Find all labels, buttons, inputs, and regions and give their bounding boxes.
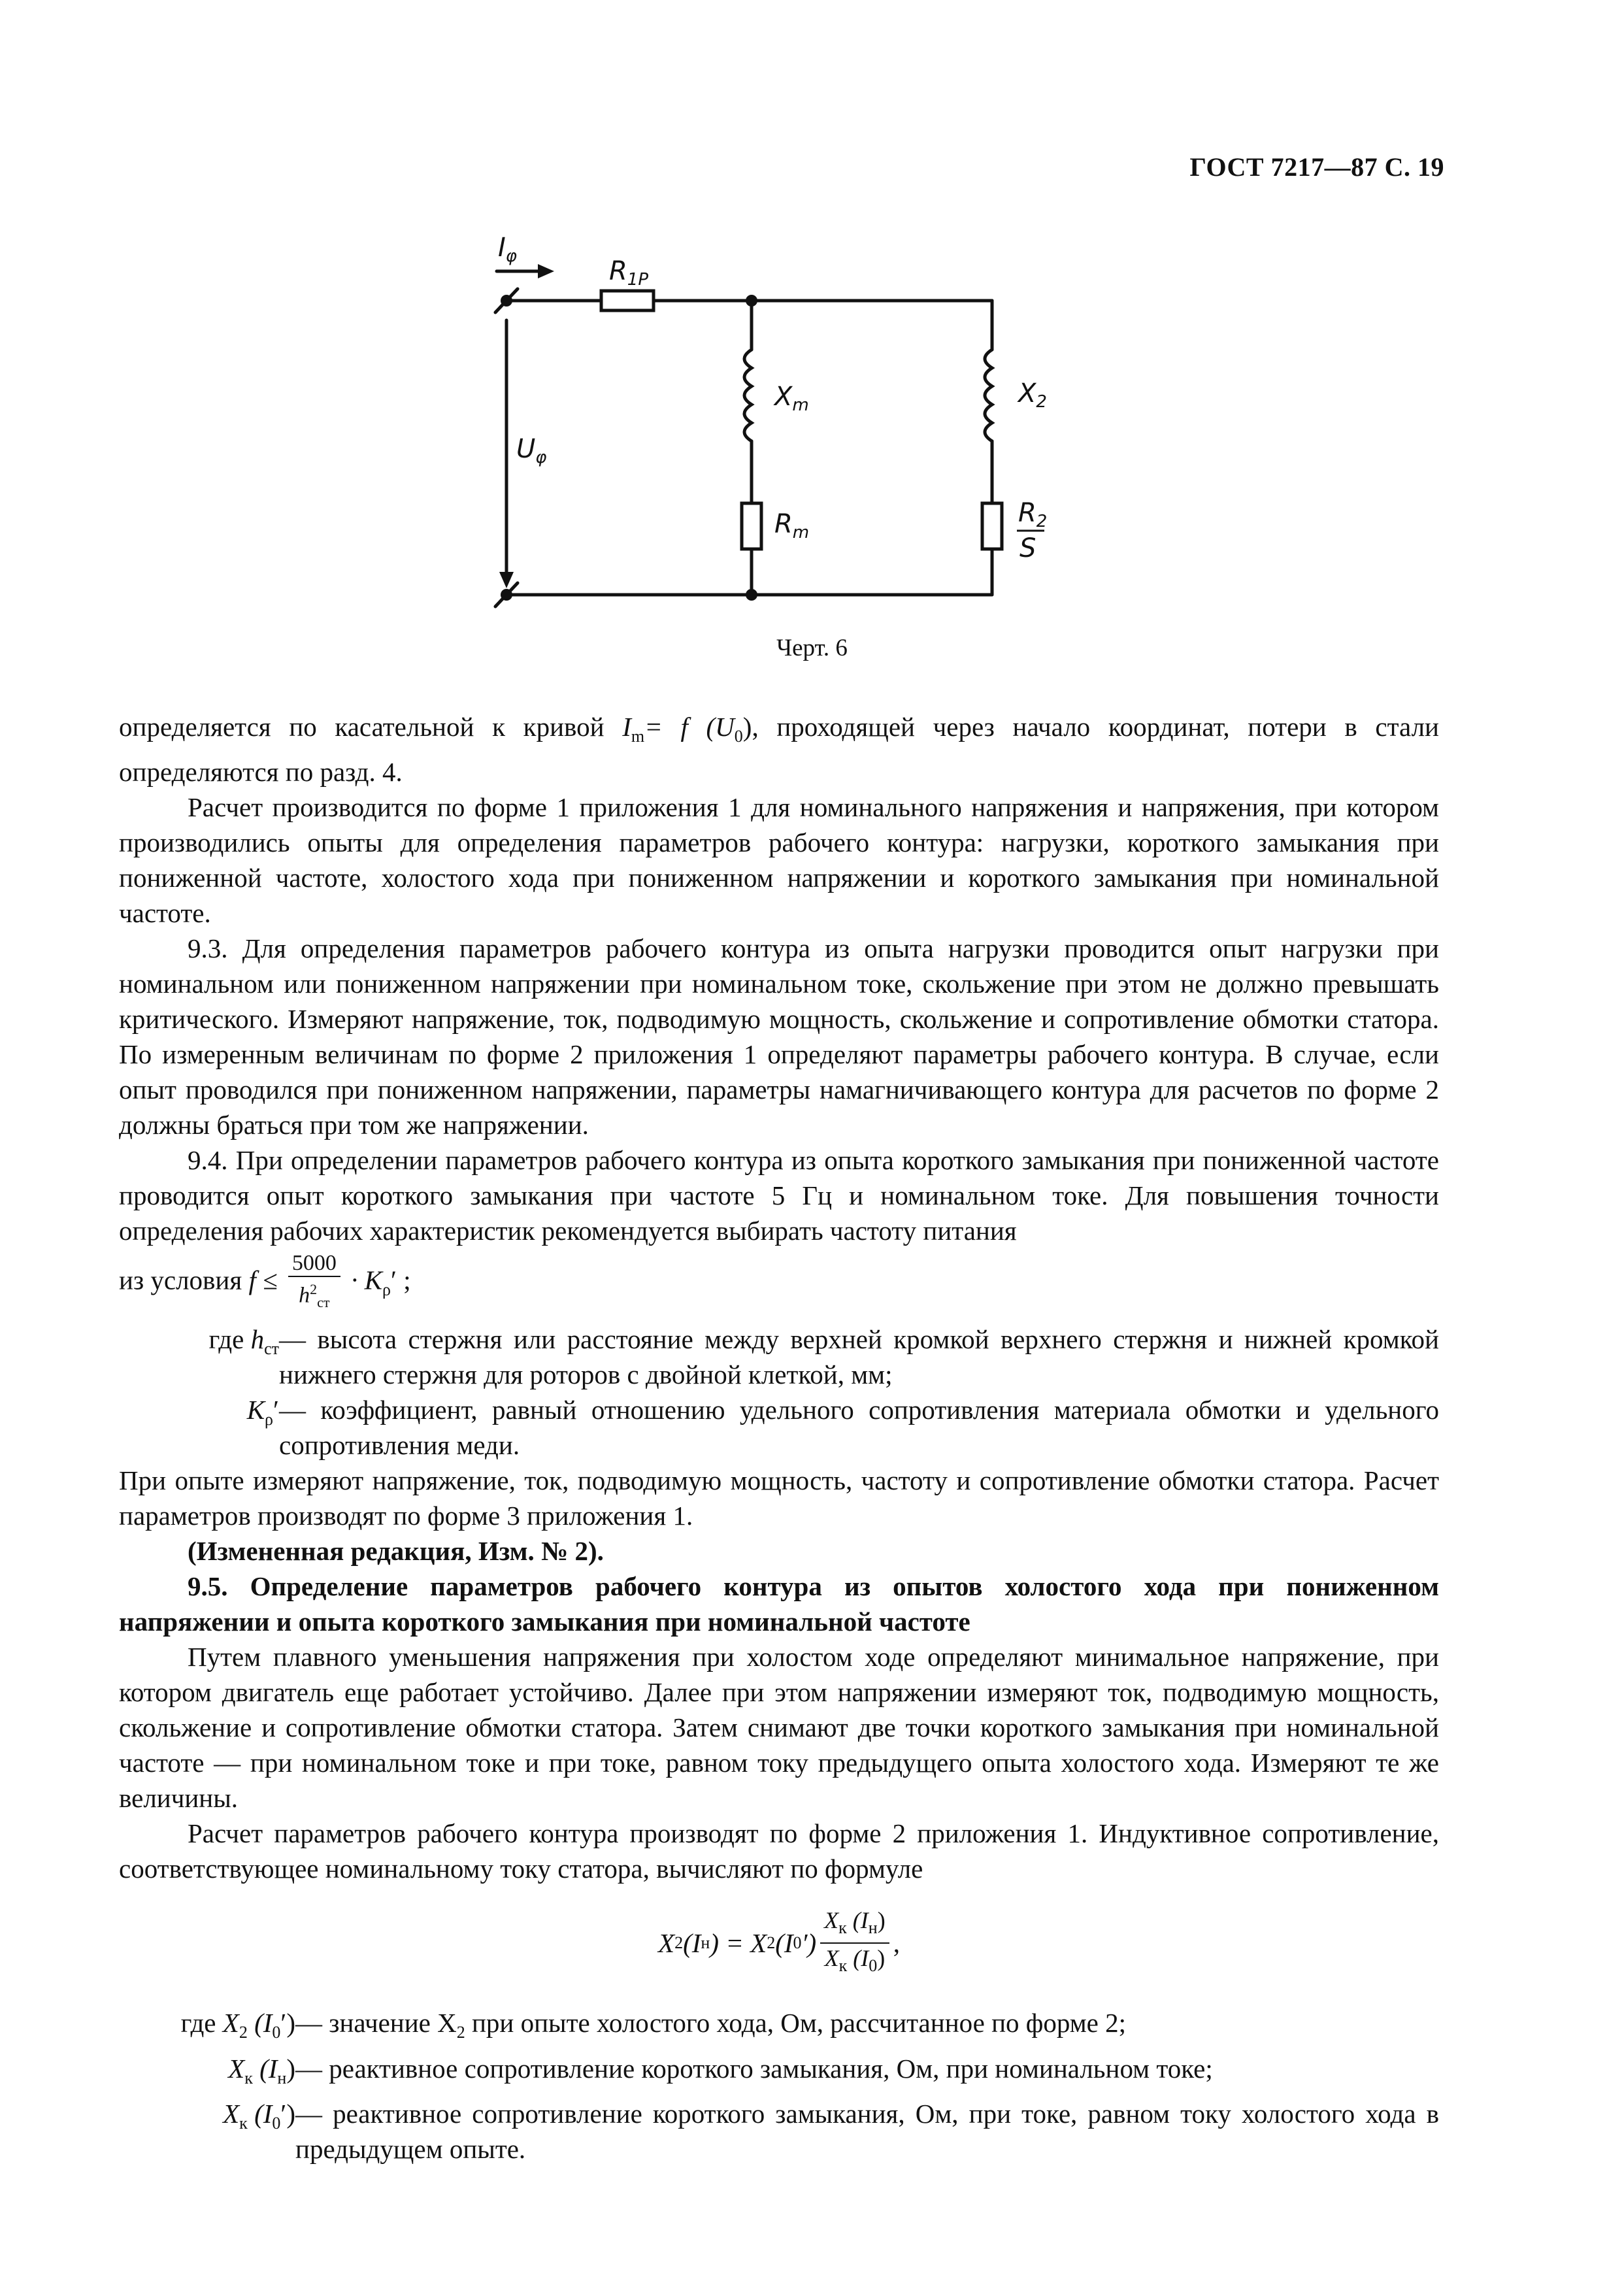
terminal-top-dot: [501, 295, 512, 307]
page-header: ГОСТ 7217—87 С. 19: [1189, 152, 1444, 182]
label-x2: $X_2$: [1018, 378, 1047, 412]
r2s-resistor: [982, 503, 1002, 549]
x2-inductor: [985, 350, 992, 441]
r1p-resistor: [601, 291, 654, 310]
amendment-note: (Измененная редакция, Изм. № 2).: [188, 1536, 604, 1567]
paragraph-5: При опыте измеряют напряжение, ток, подводимую мощность, частоту и сопротивление обмотки статора. Расчет параметров производят по форме 3 приложения 1.: [119, 1465, 1439, 1531]
circuit-diagram: [444, 216, 1085, 673]
paragraph-9-4: 9.4. При определении параметров рабочего контура из опыта короткого замыкания при пониженной частоте проводится опыт короткого замыкания при частоте 5 Гц и номинальном токе. Для повышения точности определения рабочих характеристик рекомендуется выбирать частоту питания: [119, 1145, 1439, 1246]
definition-kp: $K_\rho'$ — коэффициент, равный отношению удельного сопротивления материала обмотки и удельного сопротивления меди.: [246, 1395, 1439, 1461]
paragraph-2: Расчет производится по форме 1 приложения 1 для номинального напряжения и напряжения, при котором производились опыты для определения параметров рабочего контура: нагрузки, короткого замыкания при пониженной частоте, холостого хода при пониженном напряжении и короткого замыкания при номинальной частоте.: [119, 792, 1439, 929]
label-r2: $R_2$: [1018, 498, 1048, 531]
paragraph-8: Путем плавного уменьшения напряжения при холостом ходе определяют минимальное напряжение, при котором двигатель еще работает устойчиво. Далее при этом напряжении измеряют ток, подводимую мощность, скольжение и сопротивление обмотки статора. Затем снимают две точки короткого замыкания при номинальной частоте — при номинальном токе и при токе, равном току предыдущего опыта холостого хода. Измеряют те же величины.: [119, 1642, 1439, 1814]
circuit-svg: [444, 216, 1085, 673]
section-9-5-heading: 9.5. Определение параметров рабочего контура из опытов холостого хода при пониженном напряжении и опыта короткого замыкания при номинальной частоте: [119, 1571, 1439, 1637]
definitions-2: [119, 2005, 1439, 2166]
formula-x2: X 2 (I н ) = X 2 (I 0 ′) $\frac{X_к (I_н)}{X_к (I_0)}$ ,: [119, 1901, 1439, 1986]
formula-fraction: $\frac{X_к (I_н)}{X_к (I_0)}$: [820, 1906, 889, 1980]
current-arrowhead: [538, 264, 554, 278]
rm-resistor: [742, 503, 761, 549]
label-rm: $R_m$: [774, 509, 810, 542]
frequency-condition: из условия f ≤ $\frac{5000}{h^2_{ст}}$ · $K_\rho'$ ;: [119, 1251, 1439, 1315]
body-text: [119, 709, 1439, 2167]
paragraph-9: Расчет параметров рабочего контура производят по форме 2 приложения 1. Индуктивное сопротивление, соответствующее номинальному току статора, вычисляют по формуле: [119, 1818, 1439, 1884]
xm-inductor: [744, 350, 752, 441]
label-r1p: $R_{1P}$: [609, 256, 649, 290]
definition-hst: где $h_{ст}$ — высота стержня или расстояние между верхней кромкой верхнего стержня и нижней кромкой нижнего стержня для роторов с двойной клеткой, мм;: [208, 1324, 1439, 1390]
frequency-fraction: $\frac{5000}{h^2_{ст}}$: [288, 1251, 340, 1315]
node-bottom: [746, 589, 757, 601]
paragraph-1: определяется по касательной к кривой $I_m= f$ $(U_0)$, проходящей через начало координат, потери в стали определяются по разд. 4.: [119, 712, 1439, 788]
label-current: $I_\varphi$: [498, 233, 517, 266]
definition-xk-in: $X_к$ $(I_н)$ — реактивное сопротивление короткого замыкания, Ом, при номинальном токе;: [228, 2053, 1213, 2088]
definition-x2-i0: где $X_2$ $(I_0')$ — значение $X_2$ при опыте холостого хода, Ом, рассчитанное по форме 2;: [180, 2008, 1127, 2042]
label-voltage: $U_\varphi$: [516, 434, 547, 467]
label-xm: $X_m$: [774, 382, 809, 415]
voltage-arrowhead: [499, 572, 514, 588]
node-top: [746, 295, 757, 307]
definition-xk-i0: $X_к$ $(I_0')$ — реактивное сопротивление короткого замыкания, Ом, при токе, равном току холостого хода в предыдущем опыте.: [223, 2098, 1439, 2164]
figure-caption: Черт. 6: [776, 635, 848, 661]
label-s: S: [1019, 533, 1036, 563]
paragraph-9-3: 9.3. Для определения параметров рабочего контура из опыта нагрузки проводится опыт нагрузки при номинальном или пониженном напряжении при номинальном токе, скольжение при этом не должно превышать критического. Измеряют напряжение, ток, подводимую мощность, скольжение и сопротивление обмотки статора. По измеренным величинам по форме 2 приложения 1 определяют параметры рабочего контура. В случае, если опыт проводился при пониженном напряжении, параметры намагничивающего контура для расчетов по форме 2 должны браться при том же напряжении.: [119, 933, 1439, 1140]
definitions-1: [119, 1322, 1439, 1463]
terminal-bottom-dot: [501, 589, 512, 601]
